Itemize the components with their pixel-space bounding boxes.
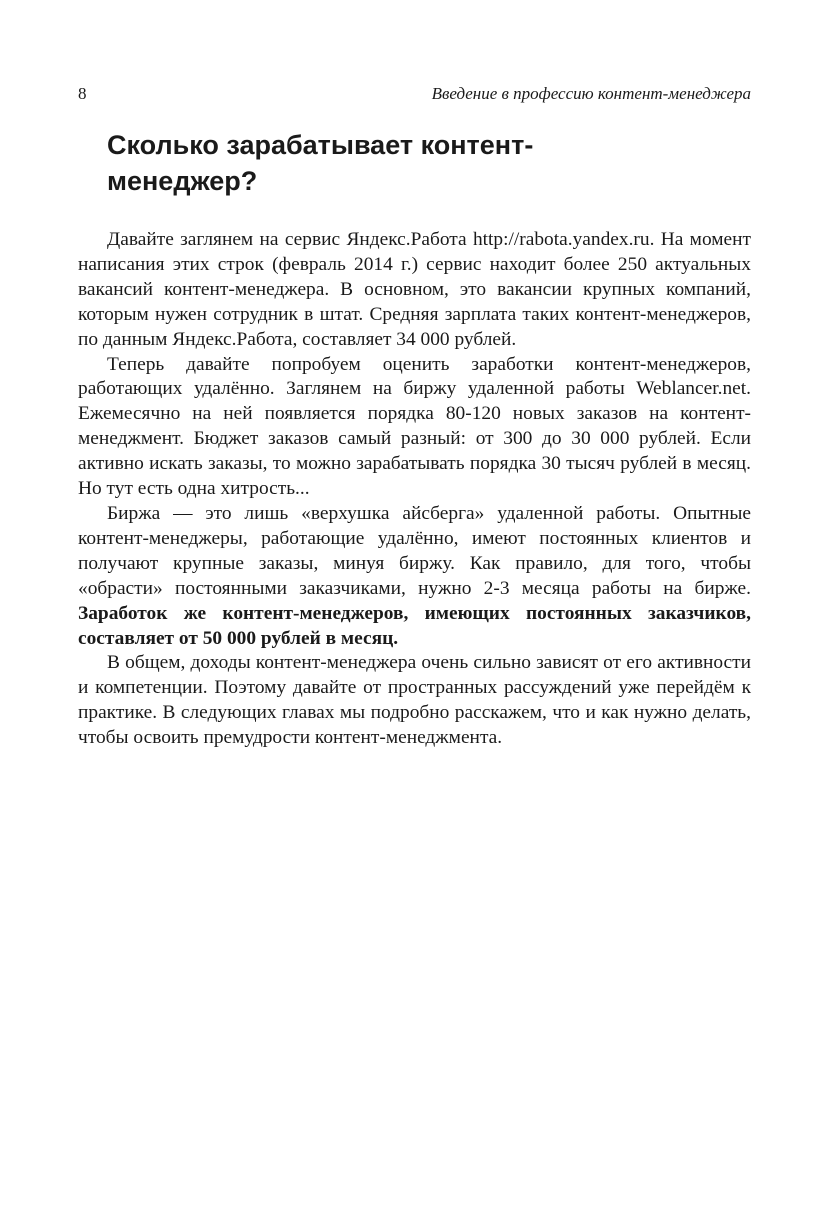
paragraph-1-text: Давайте заглянем на сервис Яндекс.Работа http://rabota.yandex.ru. На момент написания этих строк (февраль 2014 г.) сервис находит более 250 актуальных вакансий контент-менеджера. В основном, это вакансии крупных компаний, которым нужен сотрудник в штат. Средняя зарплата таких контент-менеджеров, по данным Яндекс.Работа, составляет 34 000 рублей. (78, 229, 751, 350)
paragraph-4-text: В общем, доходы контент-менеджера очень сильно зависят от его активности и компетенции. Поэтому давайте от пространных рассуждений уже перейдём к практике. В следующих главах мы подробно расскажем, что и как нужно делать, чтобы освоить премудрости контент-менеджмента. (78, 652, 751, 749)
body-text (78, 228, 751, 751)
page-number: 8 (78, 84, 87, 103)
section-title: Сколько зарабатывает контент-менеджер? (107, 130, 534, 196)
running-title: Введение в профессию контент-менеджера (431, 84, 751, 103)
paragraph-3 (78, 502, 751, 651)
paragraph-4 (78, 651, 751, 751)
paragraph-3-bold-text: Заработок же контент-менеджеров, имеющих постоянных заказчиков, составляет от 50 000 рублей в месяц. (78, 602, 751, 649)
paragraph-2-text: Теперь давайте попробуем оценить заработки контент-менеджеров, работающих удалённо. Заглянем на биржу удаленной работы Weblancer.net. Ежемесячно на ней появляется порядка 80-120 новых заказов на контент-менеджмент. Бюджет заказов самый разный: от 300 до 30 000 рублей. Если активно искать заказы, то можно зарабатывать порядка 30 тысяч рублей в месяц. Но тут есть одна хитрость... (78, 353, 751, 500)
paragraph-3-text: Биржа — это лишь «верхушка айсберга» удаленной работы. Опытные контент-менеджеры, работающие удалённо, имеют постоянных клиентов и получают крупные заказы, минуя биржу. Как правило, для того, чтобы «обрасти» постоянными заказчиками, нужно 2-3 месяца работы на бирже. (78, 502, 751, 599)
paragraph-1 (78, 228, 751, 353)
paragraph-2 (78, 353, 751, 502)
running-header (78, 84, 751, 108)
